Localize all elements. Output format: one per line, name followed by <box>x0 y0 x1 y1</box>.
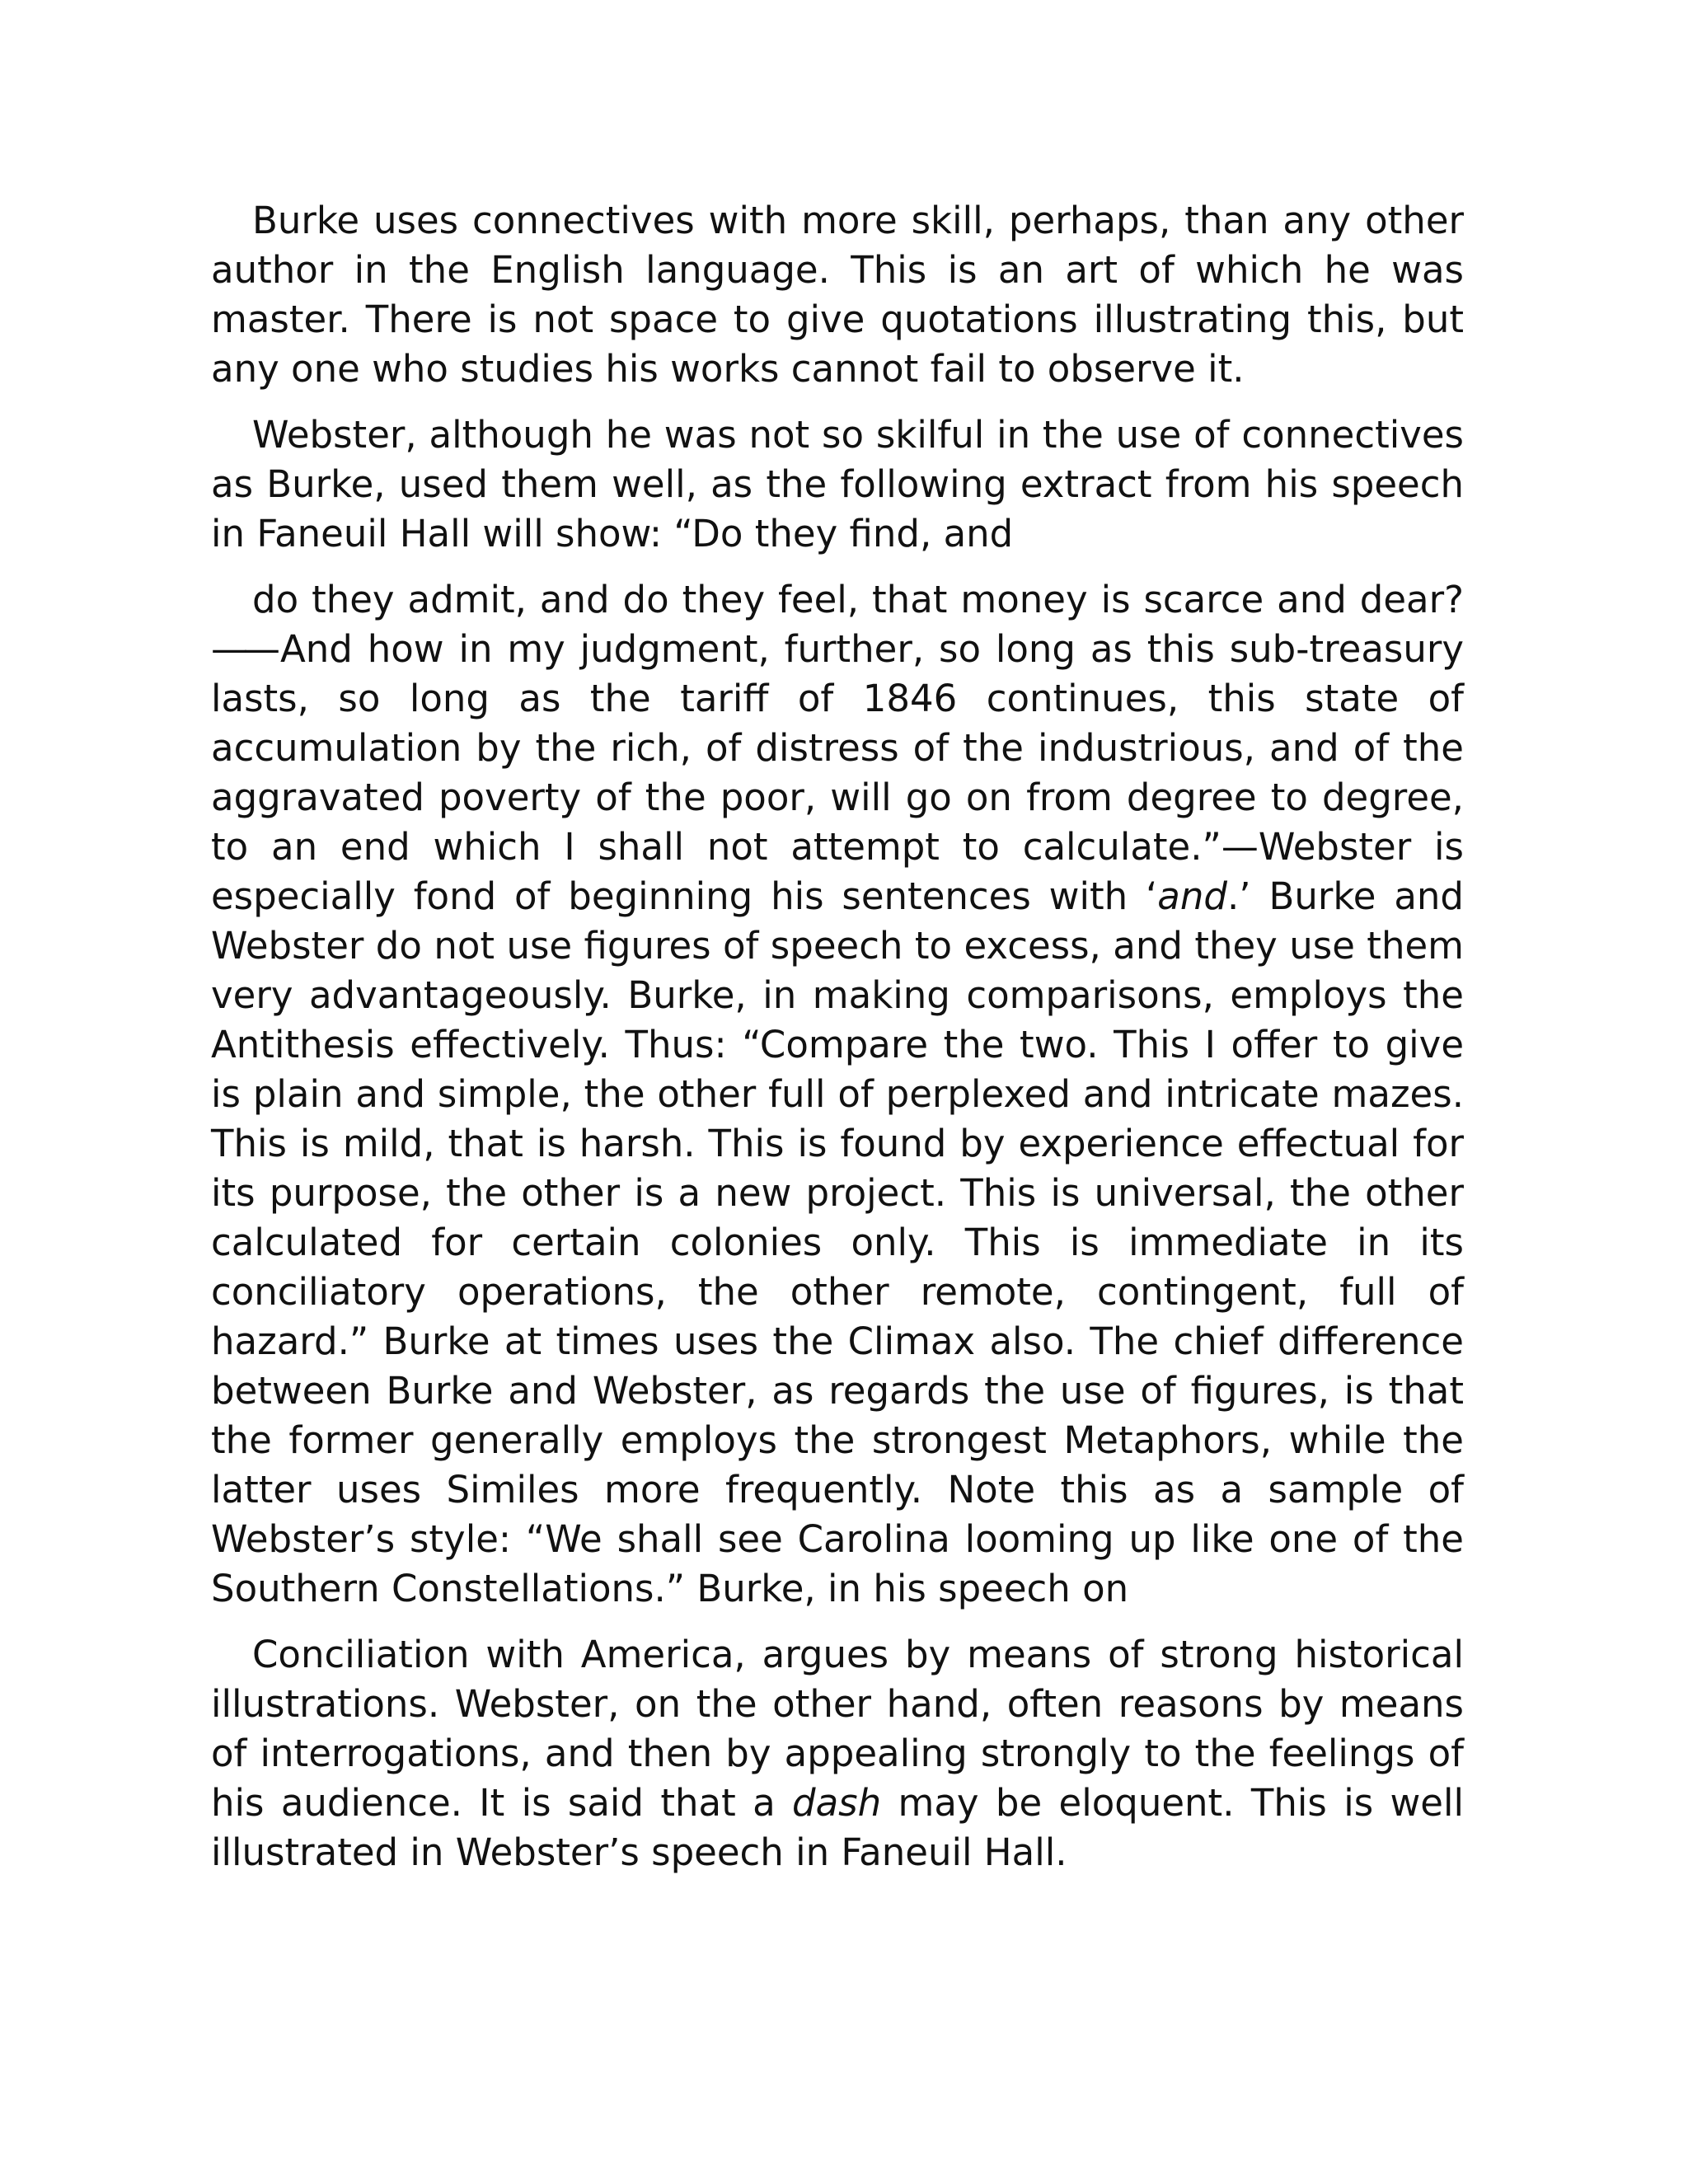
paragraph-text-part: .’ Burke and Webster do not use figures of speech to excess, and they use them very advantageously. Burke, in making comparisons, employs the Antithesis effectively. Thus: “Compare the two. This I offer to give is plain and simple, the other full of perplexed and intricate mazes. This is mild, that is harsh. This is found by experience effectual for its purpose, the other is a new project. This is universal, the other calculated for certain colonies only. This is immediate in its conciliatory operations, the other remote, contingent, full of hazard.” Burke at times uses the Climax also. The chief difference between Burke and Webster, as regards the use of figures, is that the former generally employs the strongest Metaphors, while the latter uses Similes more frequently. Note this as a sample of Webster’s style: “We shall see Carolina looming up like one of the Southern Constellations.” Burke, in his speech on <box>211 874 1465 1610</box>
paragraph-text-part: And how in my judgment, further, so long as this sub-treasury lasts, so long as the tariff of 1846 continues, this state of accumulation by the rich, of distress of the industrious, and of the aggravated poverty of the poor, will go on from degree to degree, to an end which I shall not attempt to calculate.”—Webster is especially fond of beginning his sentences with ‘ <box>211 627 1464 918</box>
text-body <box>211 196 1464 1894</box>
paragraph-conciliation <box>211 1630 1464 1877</box>
italic-word: dash <box>792 1781 882 1825</box>
paragraph-text-part: may be eloquent. This is well illustrated in Webster’s speech in Faneuil Hall. <box>211 1781 1464 1874</box>
paragraph-text-part: do they admit, and do they feel, that money is scarce and dear? <box>252 578 1464 621</box>
paragraph-text-part: Conciliation with America, argues by means of strong historical illustrations. Webster, on the other hand, often reasons by means of interrogations, and then by appealing strongly to the feelings of his audience. It is said that a <box>211 1633 1464 1825</box>
paragraph-text: Burke uses connectives with more skill, perhaps, than any other author in the English language. This is an art of which he was master. There is not space to give quotations illustrating this, but any one who studies his works cannot fail to observe it. <box>211 199 1464 391</box>
paragraph-burke-connectives <box>211 196 1464 394</box>
paragraph-webster-extract <box>211 575 1464 1614</box>
long-dash: —— <box>211 627 275 671</box>
paragraph-webster-connectives <box>211 410 1464 559</box>
italic-word: and <box>1157 874 1227 918</box>
paragraph-text: Webster, although he was not so skilful in the use of connectives as Burke, used them well, as the following extract from his speech in Faneuil Hall will show: “Do they find, and <box>211 413 1464 555</box>
